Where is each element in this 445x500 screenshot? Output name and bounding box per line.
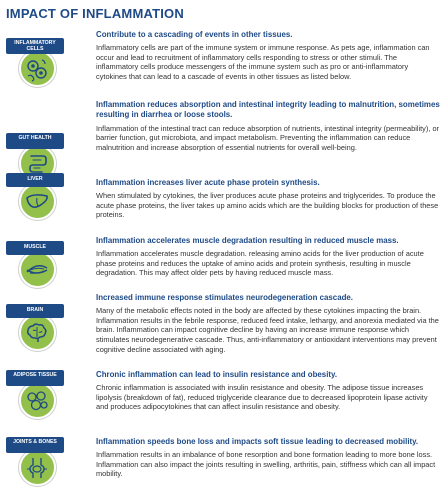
page-title: IMPACT OF INFLAMMATION [6,6,184,21]
section-body: Inflammatory cells are part of the immune system or immune response. As pets age, inflammation can occur and lead to recruitment of inflammatory cells responding to stress or other stimuli. The inflammatory cells produce messengers of the immune system such as pro or anti-inflammatory cytokines that can lead to a cascade of events in other tissues as listed below. [96,43,430,82]
section-body: Inflammation of the intestinal tract can reduce absorption of nutrients, intestinal integrity (permeability), or barrier function, gut microbiota, and impact metabolism. Preventing the inflammation can reduce malnutrition and increase absorption of essential nutrients for overall well-being. [96,123,440,152]
section-heading: Contribute to a cascading of events in other tissues. [96,30,293,39]
icon-block [6,304,68,351]
section-body: Inflammation results in an imbalance of bone resorption and bone formation leading to more bone loss. Inflammation can also impact the joints resulting in swelling, arthritis, pain, stiffness which can all impact mobility. [96,450,436,479]
section-body: Many of the metabolic effects noted in the body are affected by these cytokines impacting the brain. Inflammation results in the febrile response, reduced feed intake, lethargy, and anorexia mediated via the brain. Inflammation can impact cognitive decline by having an increase immune response which stimulates neurodegenerative cascade. Thus, anti-inflammatory or antioxidant interventions may prevent cognitive decline associated with aging. [96,306,439,354]
adipose-tissue-icon [19,382,56,419]
section-badge: GUT HEALTH [6,133,64,149]
section-body: Inflammation accelerates muscle degradation. releasing amino acids for the liver production of acute phase proteins and reduces the uptake of amino acids and protein synthesis, resulting in muscle degradation. This may affect older pets by having reduced muscle mass. [96,249,424,278]
icon-block [6,173,68,220]
section-heading: Inflammation reduces absorption and intestinal integrity leading to malnutrition, sometimes resulting in diarrhea or loose stools. [96,100,440,120]
section-badge: MUSCLE [6,241,64,255]
section-badge: JOINTS & BONES [6,437,64,453]
brain-icon [19,314,56,351]
section-body: When stimulated by cytokines, the liver produces acute phase proteins and triglycerides. To produce the acute phase proteins, the liver takes up amino acids which are the building blocks for production of these proteins. [96,191,439,220]
section-heading: Inflammation speeds bone loss and impacts soft tissue leading to decreased mobility. [96,437,419,446]
section-heading: Inflammation accelerates muscle degradation resulting in reduced muscle mass. [96,236,399,245]
section-heading: Chronic inflammation can lead to insulin resistance and obesity. [96,370,338,379]
section-heading: Increased immune response stimulates neurodegeneration cascade. [96,293,353,302]
icon-block [6,370,68,419]
section-badge: INFLAMMATORY CELLS [6,38,64,54]
section-badge: ADIPOSE TISSUE [6,370,64,386]
muscle-icon [19,251,56,288]
section-badge: LIVER [6,173,64,187]
section-body: Chronic inflammation is associated with insulin resistance and obesity. The adipose tissue increases lipolysis (breakdown of fat), reduced triglyceride clearance due to decreased lipoprotein lipase activity and produces adipocytokines that can affect insulin resistance and obesity. [96,383,428,412]
icon-block [6,241,68,288]
section-badge: BRAIN [6,304,64,318]
icon-block [6,437,68,486]
joint-icon [19,449,56,486]
icon-block [6,38,68,87]
section-heading: Inflammation increases liver acute phase protein synthesis. [96,178,320,187]
liver-icon [19,183,56,220]
inflammatory-cells-icon [19,50,56,87]
